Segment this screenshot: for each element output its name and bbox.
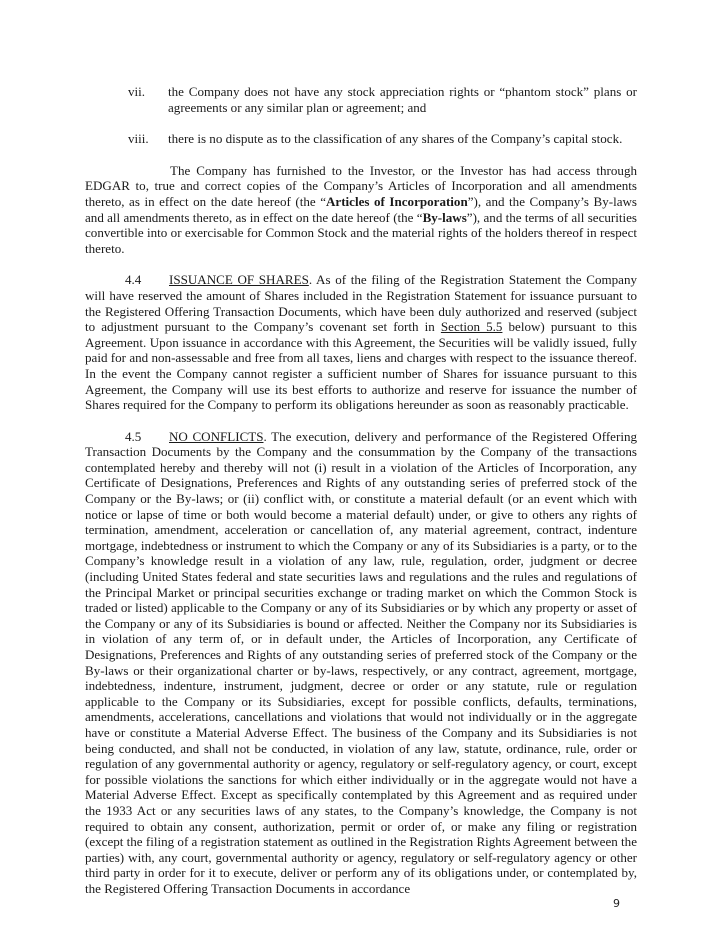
section-number: 4.5: [125, 428, 142, 444]
paragraph-text: The Company has furnished to the Investor, or the Investor has had access through EDGAR to, true and correct copies of the Company’s Articles of Incorporation and all amendments thereto, as in effect on the date hereof (the “: [85, 162, 637, 209]
paragraph-furnished-documents: [85, 163, 637, 257]
list-item-number: viii.: [128, 131, 149, 147]
section-heading: NO CONFLICTS: [169, 428, 264, 444]
section-text: below) pursuant to this Agreement. Upon issuance in accordance with this Agreement, the Securities will be validly issued, fully paid for and non-assessable and free from all taxes, liens and charges with respect to the issuance thereof. In the event the Company cannot register a sufficient number of Shares for issuance pursuant to this Agreement, the Company will use its best efforts to authorize and reserve for issuance the number of Shares required for the Company to perform its obligations hereunder as soon as reasonably practicable.: [85, 319, 637, 413]
defined-term-articles: Articles of Incorporation: [326, 193, 468, 209]
section-text: . As of the filing of the Registration Statement the Company will have reserved the amount of Shares included in the Registration Statement for issuance pursuant to the Registered Offering Transaction Documents, which have been duly authorized and reserved (subject to adjustment pursuant to the Company’s covenant set forth in: [85, 272, 637, 335]
list-item: [85, 131, 637, 147]
page-number: 9: [613, 897, 620, 910]
list-item-number: vii.: [128, 84, 146, 99]
list-item: [85, 84, 637, 115]
paragraph-text: ”), and the Company’s By-laws and all amendments thereto, as in effect on the date hereof (the “: [85, 193, 638, 225]
section-heading: ISSUANCE OF SHARES: [169, 272, 309, 288]
list-item-text: there is no dispute as to the classification of any shares of the Company’s capital stock.: [168, 131, 623, 147]
paragraph-text: ”), and the terms of all securities convertible into or exercisable for Common Stock and the material rights of the holders thereof in respect thereto.: [85, 209, 637, 256]
section-number: 4.4: [125, 272, 142, 288]
section-text: . The execution, delivery and performance of the Registered Offering Transaction Documents by the Company and the consummation by the Company of the transactions contemplated hereby and thereby will not (i) result in a violation of the Articles of Incorporation, any Certificate of Designations, Preferences and Rights of any outstanding series of preferred stock of the Company or the By-laws; or (ii) conflict with, or constitute a material default (or an event which with notice or lapse of time or both would become a material default) under, or give to others any rights of termination, amendment, acceleration or cancellation of, any material agreement, contract, indenture mortgage, indebtedness or instrument to which the Company or any of its Subsidiaries is a party, or to the Company’s knowledge result in a violation of any law, rule, regulation, order, judgment or decree (including United States federal and state securities laws and regulations and the rules and regulations of the Principal Market or principal securities exchange or trading market on which the Common Stock is traded or listed) applicable to the Company or any of its Subsidiaries or by which any property or asset of the Company or any of its Subsidiaries is bound or affected. Neither the Company nor its Subsidiaries is in violation of any term of, or in default under, the Articles of Incorporation, any Certificate of Designations, Preferences and Rights of any outstanding series of preferred stock of the Company or the By-laws or their organizational charter or by-laws, respectively, or any contract, agreement, mortgage, indebtedness, indenture, instrument, judgment, decree or order or any statute, rule or regulation applicable to the Company or its Subsidiaries, except for possible conflicts, defaults, terminations, amendments, accelerations, cancellations and violations that would not individually or in the aggregate have or constitute a Material Adverse Effect. The business of the Company and its Subsidiaries is not being conducted, and shall not be conducted, in violation of any law, statute, ordinance, rule, order or regulation of any governmental authority or agency, regulatory or self-regulatory agency, or court, except for possible violations the sanctions for which either individually or in the aggregate would not have a Material Adverse Effect. Except as specifically contemplated by this Agreement and as required under the 1933 Act or any securities laws of any states, to the Company’s knowledge, the Company is not required to obtain any consent, authorization, permit or order of, or make any filing or registration (except the filing of a registration statement as outlined in the Registration Rights Agreement between the parties) with, any court, governmental authority or agency, regulatory or self-regulatory agency or other third party in order for it to execute, deliver or perform any of its obligations under, or contemplated by, the Registered Offering Transaction Documents in accordance: [85, 428, 637, 896]
section-4-4: [85, 272, 637, 412]
section-reference-link[interactable]: Section 5.5: [440, 319, 503, 335]
list-item-text: the Company does not have any stock appreciation rights or “phantom stock” plans or agreements or any similar plan or agreement; and: [168, 84, 637, 115]
document-page: [85, 84, 637, 913]
defined-term-bylaws: By-laws: [422, 209, 467, 225]
section-4-5: [85, 429, 637, 897]
